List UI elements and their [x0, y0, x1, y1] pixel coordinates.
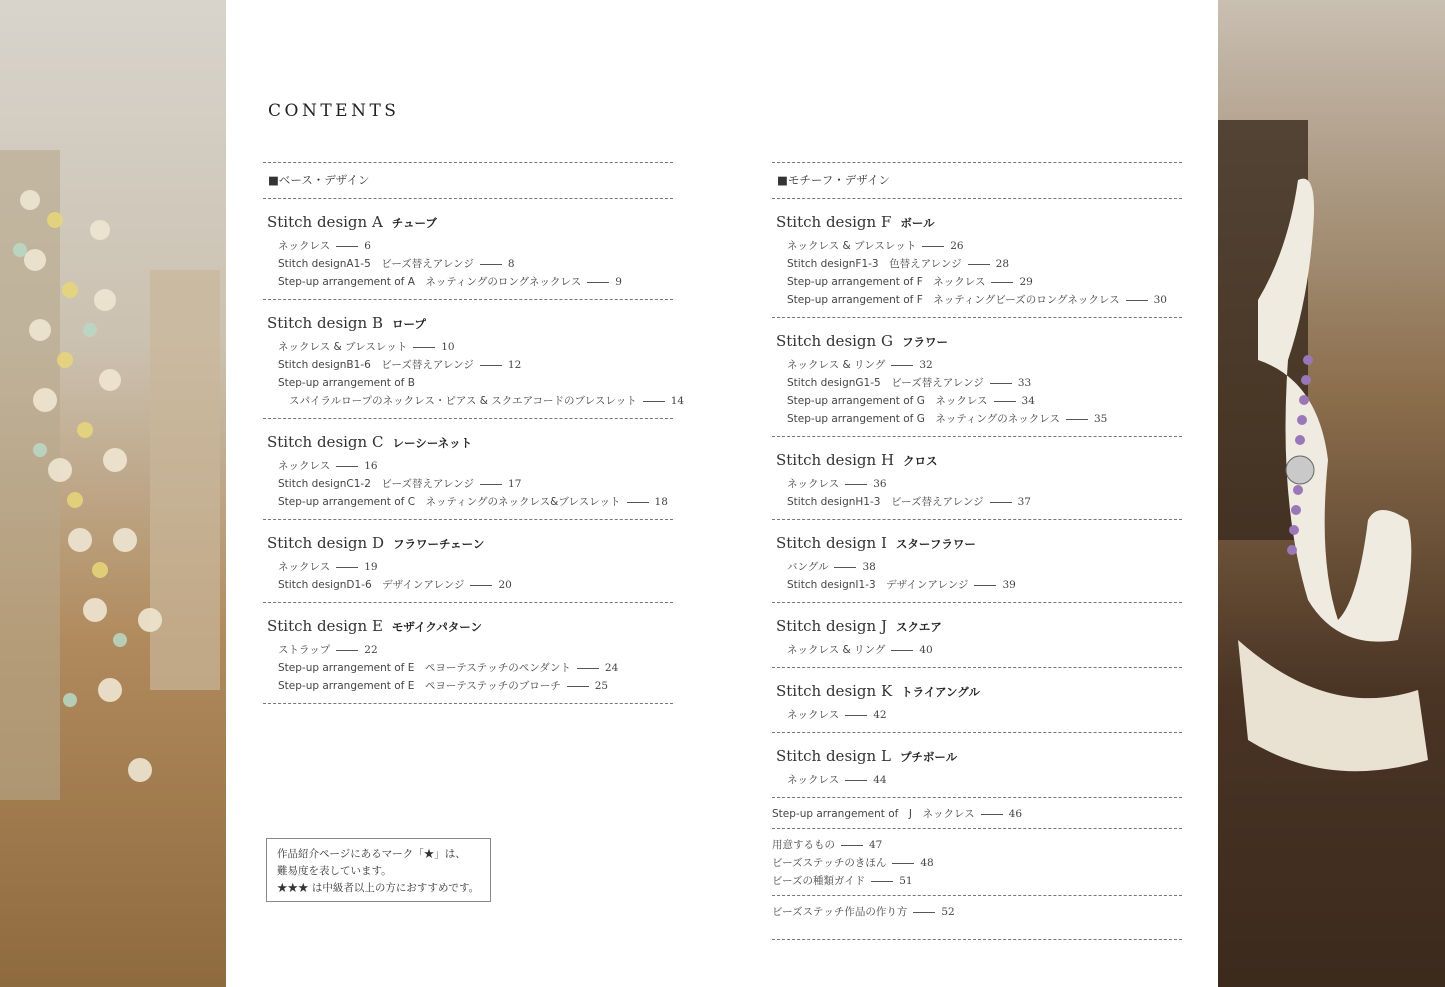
entry-label: Step-up arrangement of F ネックレス — [787, 276, 986, 288]
contents-entry[interactable] — [772, 872, 1182, 890]
page-number: 30 — [1153, 294, 1167, 306]
section-title-en: Stitch design H — [776, 451, 895, 469]
page-number: 52 — [941, 906, 955, 918]
contents-entry[interactable] — [787, 475, 1182, 493]
entry-label: ネックレス & ブレスレット — [278, 341, 408, 353]
section-title-en: Stitch design A — [267, 213, 383, 231]
entry-label: Step-up arrangement of A ネッティングのロングネックレス — [278, 276, 582, 288]
section-title[interactable] — [267, 213, 673, 231]
leader-dash — [891, 650, 913, 651]
entry-label: Step-up arrangement of B — [278, 377, 415, 389]
contents-entry[interactable] — [278, 356, 673, 374]
page-number: 33 — [1017, 377, 1032, 389]
notice-line: 難易度を表しています。 — [277, 865, 392, 877]
entry-label: Stitch designH1-3 ビーズ替えアレンジ — [787, 496, 984, 508]
page-number: 47 — [869, 839, 883, 851]
page-number: 34 — [1021, 395, 1035, 407]
entry-label: Stitch designD1-6 デザインアレンジ — [278, 579, 465, 591]
notice-line: 作品紹介ページにあるマーク「★」は、 — [277, 848, 466, 860]
page-number: 18 — [654, 496, 668, 508]
page-number: 26 — [950, 240, 964, 252]
entry-label: Step-up arrangement of E ペヨーテステッチのペンダント — [278, 662, 571, 674]
contents-entry[interactable] — [787, 374, 1182, 392]
divider — [772, 939, 1182, 940]
section-title[interactable] — [776, 534, 1182, 552]
section-title-jp: クロス — [903, 454, 938, 468]
section-title[interactable] — [776, 682, 1182, 700]
photo-right — [1218, 0, 1445, 987]
section-title[interactable] — [267, 534, 673, 552]
section-title-en: Stitch design D — [267, 534, 384, 552]
leader-dash — [1126, 300, 1148, 301]
entry-label: ネックレス & リング — [787, 644, 886, 656]
divider — [263, 703, 673, 704]
leader-dash — [922, 246, 944, 247]
contents-entry[interactable] — [278, 493, 673, 511]
leader-dash — [974, 585, 996, 586]
section-heading: ■モチーフ・デザイン — [777, 173, 890, 187]
entry-label: ネックレス — [278, 240, 331, 252]
entry-label: Stitch designA1-5 ビーズ替えアレンジ — [278, 258, 474, 270]
section-title-en: Stitch design B — [267, 314, 383, 332]
contents-entry[interactable] — [787, 641, 1182, 659]
section-title-jp: スクエア — [895, 620, 942, 634]
leader-dash — [336, 246, 358, 247]
contents-section — [263, 300, 685, 418]
section-title-jp: フラワーチェーン — [393, 537, 485, 551]
section-title[interactable] — [776, 451, 1182, 469]
extra-entry — [772, 896, 1182, 939]
entry-label: ネックレス — [787, 478, 840, 490]
entry-label: ネックレス & ブレスレット — [787, 240, 917, 252]
page-number: 37 — [1017, 496, 1031, 508]
section-heading: ■ベース・デザイン — [268, 173, 370, 187]
jewelry-stand-photo — [0, 0, 226, 987]
contents-section — [263, 199, 673, 299]
leader-dash — [834, 567, 856, 568]
entry-label: Step-up arrangement of G ネックレス — [787, 395, 988, 407]
leader-dash — [845, 715, 867, 716]
section-title-en: Stitch design E — [267, 617, 383, 635]
entry-label: Step-up arrangement of F ネッティングビーズのロングネックレス — [787, 294, 1120, 306]
leader-dash — [480, 484, 502, 485]
section-title-jp: モザイクパターン — [391, 620, 482, 634]
contents-entry[interactable] — [278, 475, 673, 493]
contents-entry[interactable] — [787, 771, 1182, 789]
leader-dash — [891, 365, 913, 366]
contents-entry[interactable] — [787, 255, 1182, 273]
section-title-en: Stitch design G — [776, 332, 893, 350]
contents-entry[interactable] — [278, 338, 673, 356]
contents-entry[interactable] — [278, 659, 673, 677]
section-title-jp: チューブ — [391, 216, 437, 230]
page-number: 44 — [873, 774, 887, 786]
section-title-jp: レーシーネット — [392, 436, 473, 450]
leader-dash — [336, 567, 358, 568]
contents-entry[interactable] — [278, 457, 673, 475]
contents-entry[interactable] — [787, 291, 1182, 309]
contents-section — [263, 603, 673, 703]
contents-entry[interactable] — [787, 237, 1182, 255]
contents-entry[interactable] — [278, 374, 673, 392]
extra-entry — [772, 798, 1182, 828]
right-column — [772, 162, 1182, 940]
contents-entry[interactable] — [772, 854, 1182, 872]
entry-label: Stitch designF1-3 色替えアレンジ — [787, 258, 962, 270]
page-number: 42 — [873, 709, 887, 721]
entry-label: Step-up arrangement of G ネッティングのネックレス — [787, 413, 1060, 425]
left-column — [263, 162, 685, 704]
entry-label: Stitch designC1-2 ビーズ替えアレンジ — [278, 478, 475, 490]
page-number: 51 — [899, 875, 913, 887]
notice-line: ★★★ は中級者以上の方におすすめです。 — [277, 882, 480, 894]
contents-entry[interactable] — [278, 273, 673, 291]
leader-dash — [990, 502, 1012, 503]
section-title[interactable] — [267, 433, 673, 451]
section-title-en: Stitch design J — [776, 617, 887, 635]
contents-entry[interactable] — [772, 903, 1182, 921]
leader-dash — [991, 282, 1013, 283]
section-title-jp: トライアングル — [901, 685, 980, 699]
section-title-en: Stitch design L — [776, 747, 891, 765]
page-number: 22 — [364, 644, 378, 656]
page-number: 48 — [920, 857, 934, 869]
entry-label: Step-up arrangement of C ネッティングのネックレス&ブレスレット — [278, 496, 621, 508]
page-number: 35 — [1093, 413, 1108, 425]
page-number: 28 — [995, 258, 1010, 270]
contents-entry[interactable] — [772, 805, 1182, 823]
contents-section — [772, 199, 1182, 317]
leader-dash — [336, 466, 358, 467]
contents-entry[interactable] — [787, 356, 1182, 374]
photo-left — [0, 0, 226, 987]
leader-dash — [1066, 419, 1088, 420]
page-title: CONTENTS — [268, 101, 400, 121]
section-title[interactable] — [776, 332, 1182, 350]
contents-section — [772, 733, 1182, 797]
leader-dash — [994, 401, 1016, 402]
entry-label: ストラップ — [278, 644, 331, 656]
page-number: 17 — [508, 478, 522, 490]
page-number: 20 — [498, 579, 512, 591]
page-number: 8 — [507, 258, 515, 270]
contents-section — [772, 668, 1182, 732]
page-number: 12 — [507, 359, 522, 371]
page-number: 29 — [1019, 276, 1033, 288]
leader-dash — [990, 383, 1012, 384]
page-number: 38 — [862, 561, 876, 573]
section-title-jp: ロープ — [392, 317, 426, 331]
leader-dash — [480, 264, 502, 265]
contents-entry[interactable] — [278, 558, 673, 576]
contents-entry[interactable] — [289, 392, 685, 410]
entry-label: ネックレス — [278, 460, 331, 472]
section-title-jp: ボール — [900, 216, 935, 230]
entry-label: バングル — [787, 561, 829, 573]
entry-label: ビーズの種類ガイド — [772, 875, 866, 887]
page-number: 25 — [594, 680, 609, 692]
contents-entry[interactable] — [278, 641, 673, 659]
entry-label: スパイラルロープのネックレス・ピアス & スクエアコードのブレスレット — [289, 395, 637, 407]
entry-label: Step-up arrangement of E ペヨーテステッチのブローチ — [278, 680, 561, 692]
page-number: 10 — [441, 341, 455, 353]
contents-section — [772, 318, 1182, 436]
contents-entry[interactable] — [278, 576, 673, 594]
page-number: 36 — [873, 478, 887, 490]
contents-entry[interactable] — [772, 836, 1182, 854]
contents-entry[interactable] — [787, 706, 1182, 724]
contents-entry[interactable] — [278, 255, 673, 273]
section-title-en: Stitch design F — [776, 213, 892, 231]
difficulty-notice — [266, 838, 491, 902]
page-number: 6 — [364, 240, 371, 252]
page-number: 39 — [1002, 579, 1016, 591]
section-title-jp: フラワー — [901, 335, 948, 349]
entry-label: ネックレス — [787, 709, 840, 721]
leader-dash — [587, 282, 609, 283]
leader-dash — [480, 365, 502, 366]
contents-entry[interactable] — [787, 576, 1182, 594]
page-number: 14 — [670, 395, 685, 407]
entry-label: Step-up arrangement of J ネックレス — [772, 808, 975, 820]
leader-dash — [845, 780, 867, 781]
section-title-en: Stitch design K — [776, 682, 893, 700]
section-title[interactable] — [776, 213, 1182, 231]
page-number: 19 — [364, 561, 378, 573]
section-title[interactable] — [267, 617, 673, 635]
contents-section — [263, 419, 673, 519]
entry-label: ビーズステッチ作品の作り方 — [772, 906, 908, 918]
section-title-en: Stitch design I — [776, 534, 887, 552]
extra-entries — [772, 829, 1182, 895]
entry-label: ネックレス — [278, 561, 331, 573]
section-list — [772, 199, 1182, 798]
deer-figurine-photo — [1218, 0, 1445, 987]
section-title[interactable] — [776, 747, 1182, 765]
entry-label: ネックレス — [787, 774, 840, 786]
contents-entry[interactable] — [787, 410, 1182, 428]
contents-section — [772, 520, 1182, 602]
page-number: 16 — [364, 460, 378, 472]
contents-entry[interactable] — [787, 493, 1182, 511]
contents-section — [263, 520, 673, 602]
leader-dash — [845, 484, 867, 485]
leader-dash — [470, 585, 492, 586]
leader-dash — [567, 686, 589, 687]
entry-label: Stitch designI1-3 デザインアレンジ — [787, 579, 969, 591]
entry-label: ビーズステッチのきほん — [772, 857, 887, 869]
contents-entry[interactable] — [278, 677, 673, 695]
page-number: 32 — [919, 359, 933, 371]
contents-section — [772, 437, 1182, 519]
page-number: 40 — [919, 644, 933, 656]
leader-dash — [413, 347, 435, 348]
leader-dash — [627, 502, 649, 503]
section-title[interactable] — [776, 617, 1182, 635]
page-number: 9 — [615, 276, 622, 288]
contents-entry[interactable] — [787, 392, 1182, 410]
contents-section — [772, 603, 1182, 667]
section-title-jp: スターフラワー — [895, 537, 976, 551]
contents-entry[interactable] — [787, 273, 1182, 291]
leader-dash — [643, 401, 665, 402]
section-list — [263, 199, 685, 704]
entry-label: ネックレス & リング — [787, 359, 886, 371]
section-title-en: Stitch design C — [267, 433, 384, 451]
section-title-jp: プチボール — [899, 750, 958, 764]
leader-dash — [336, 650, 358, 651]
section-title[interactable] — [267, 314, 673, 332]
page-number: 46 — [1008, 808, 1023, 820]
page-number: 24 — [604, 662, 619, 674]
entry-label: Stitch designB1-6 ビーズ替えアレンジ — [278, 359, 474, 371]
leader-dash — [968, 264, 990, 265]
entry-label: Stitch designG1-5 ビーズ替えアレンジ — [787, 377, 984, 389]
contents-entry[interactable] — [787, 558, 1182, 576]
entry-label: 用意するもの — [772, 839, 835, 851]
contents-entry[interactable] — [278, 237, 673, 255]
leader-dash — [577, 668, 599, 669]
